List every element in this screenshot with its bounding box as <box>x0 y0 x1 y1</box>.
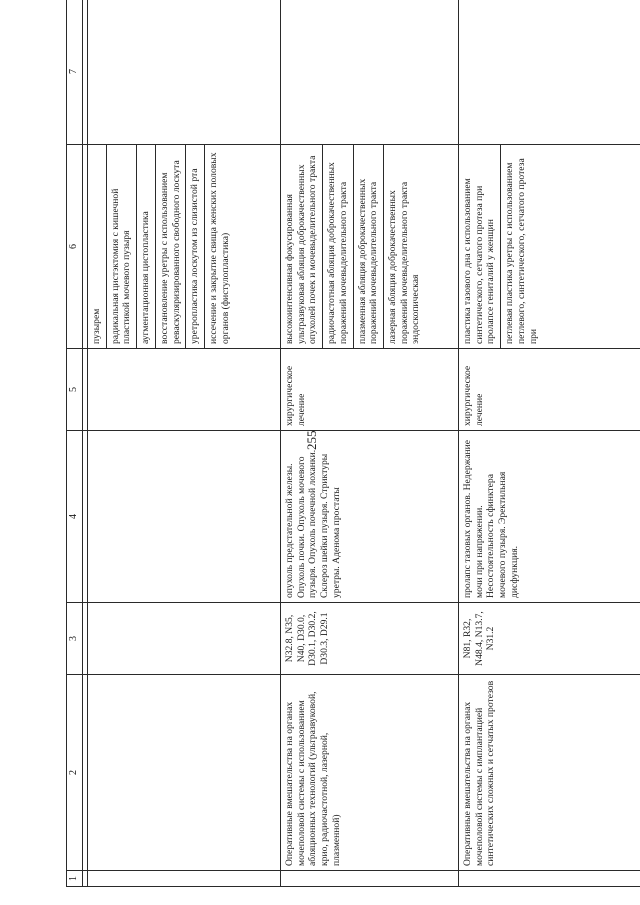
method-item: пластика тазового дна с использованием синтетического, сетчатого протеза при пролапсе гениталий у женщин <box>462 178 497 344</box>
cell-col-6-methods <box>281 145 459 349</box>
header-col-3: 3 <box>67 603 83 675</box>
method-item: плазменная абляция доброкачественных поражений мочевыделительного тракта <box>353 145 380 348</box>
table-row-prostheses <box>459 0 640 887</box>
header-col-6: 6 <box>67 145 83 349</box>
method-item: иссечение и закрытие свища женских половых органов (фистулопластика) <box>204 145 231 348</box>
cell-col-1 <box>459 871 640 887</box>
method-item: пузырем <box>91 308 102 344</box>
cell-col-4 <box>88 431 281 603</box>
header-col-2: 2 <box>67 675 83 871</box>
header-col-7: 7 <box>67 0 83 145</box>
method-item: восстановление уретры с использованием реваскуляризированного свободного лоскута <box>155 145 182 348</box>
cell-col-2 <box>88 675 281 871</box>
cell-col-7 <box>459 0 640 145</box>
cell-col-6-methods <box>459 145 640 349</box>
cell-treatment-type: хирургическое лечение <box>459 349 640 431</box>
cell-diagnosis: опухоль предстательной железы. Опухоль почки. Опухоль мочевого пузыря. Опухоль почечной лоханки. Склероз шейки пузыря. Стриктуры уретры. Аденома простаты <box>281 431 459 603</box>
cell-col-7 <box>88 0 281 145</box>
table-row-continuation <box>88 0 281 887</box>
method-item: высокоинтенсивная фокусированная ультразвуковая абляция доброкачественных опухолей почек и мочевыделительного тракта <box>284 155 319 344</box>
page-number: 255 <box>304 430 319 450</box>
cell-col-3 <box>88 603 281 675</box>
cell-procedure-group: Оперативные вмешательства на органах мочеполовой системы с использованием абляционных технологий (ультразвуковой, крио, радиочастотной, лазерной, плазменной) <box>281 675 459 871</box>
method-item: аугментационная цистопластика <box>136 145 152 348</box>
table-row-ablation <box>281 0 459 887</box>
procedures-table <box>66 0 640 887</box>
cell-col-6-methods <box>88 145 281 349</box>
cell-icd-codes: N32.8, N35, N40, D30.0, D30.1, D30.2, D30.3, D29.1 <box>281 603 459 675</box>
cell-col-7 <box>281 0 459 145</box>
cell-procedure-group: Оперативные вмешательства на органах мочеполовой системы с имплантацией синтетических сложных и сетчатых протезов <box>459 675 640 871</box>
cell-diagnosis: пролапс тазовых органов. Недержание мочи при напряжении. Несостоятельность сфинктера мочевого пузыря. Эректильная дисфункция. <box>459 431 640 603</box>
cell-icd-codes: N81, R32, N48.4, N13.7, N31.2 <box>459 603 640 675</box>
method-item: петлевая пластика уретры с использованием петлевого, синтетического, сетчатого протеза при <box>500 145 539 348</box>
cell-col-5 <box>88 349 281 431</box>
method-item: радиочастотная абляция доброкачественных поражений мочевыделительного тракта <box>322 145 349 348</box>
header-col-5: 5 <box>67 349 83 431</box>
method-item: уретропластика лоскутом из слизистой рта <box>185 145 201 348</box>
header-col-4: 4 <box>67 431 83 603</box>
cell-col-1 <box>281 871 459 887</box>
method-item: радикальная цистэктомия с кишечной пластикой мочевого пузыря <box>106 145 133 348</box>
header-col-1: 1 <box>67 871 83 887</box>
method-item: лазерная абляция доброкачественных поражений мочевыделительного тракта эндоскопическая <box>383 145 422 348</box>
cell-col-1 <box>88 871 281 887</box>
header-row <box>67 0 83 887</box>
cell-treatment-type: хирургическое лечение <box>281 349 459 431</box>
